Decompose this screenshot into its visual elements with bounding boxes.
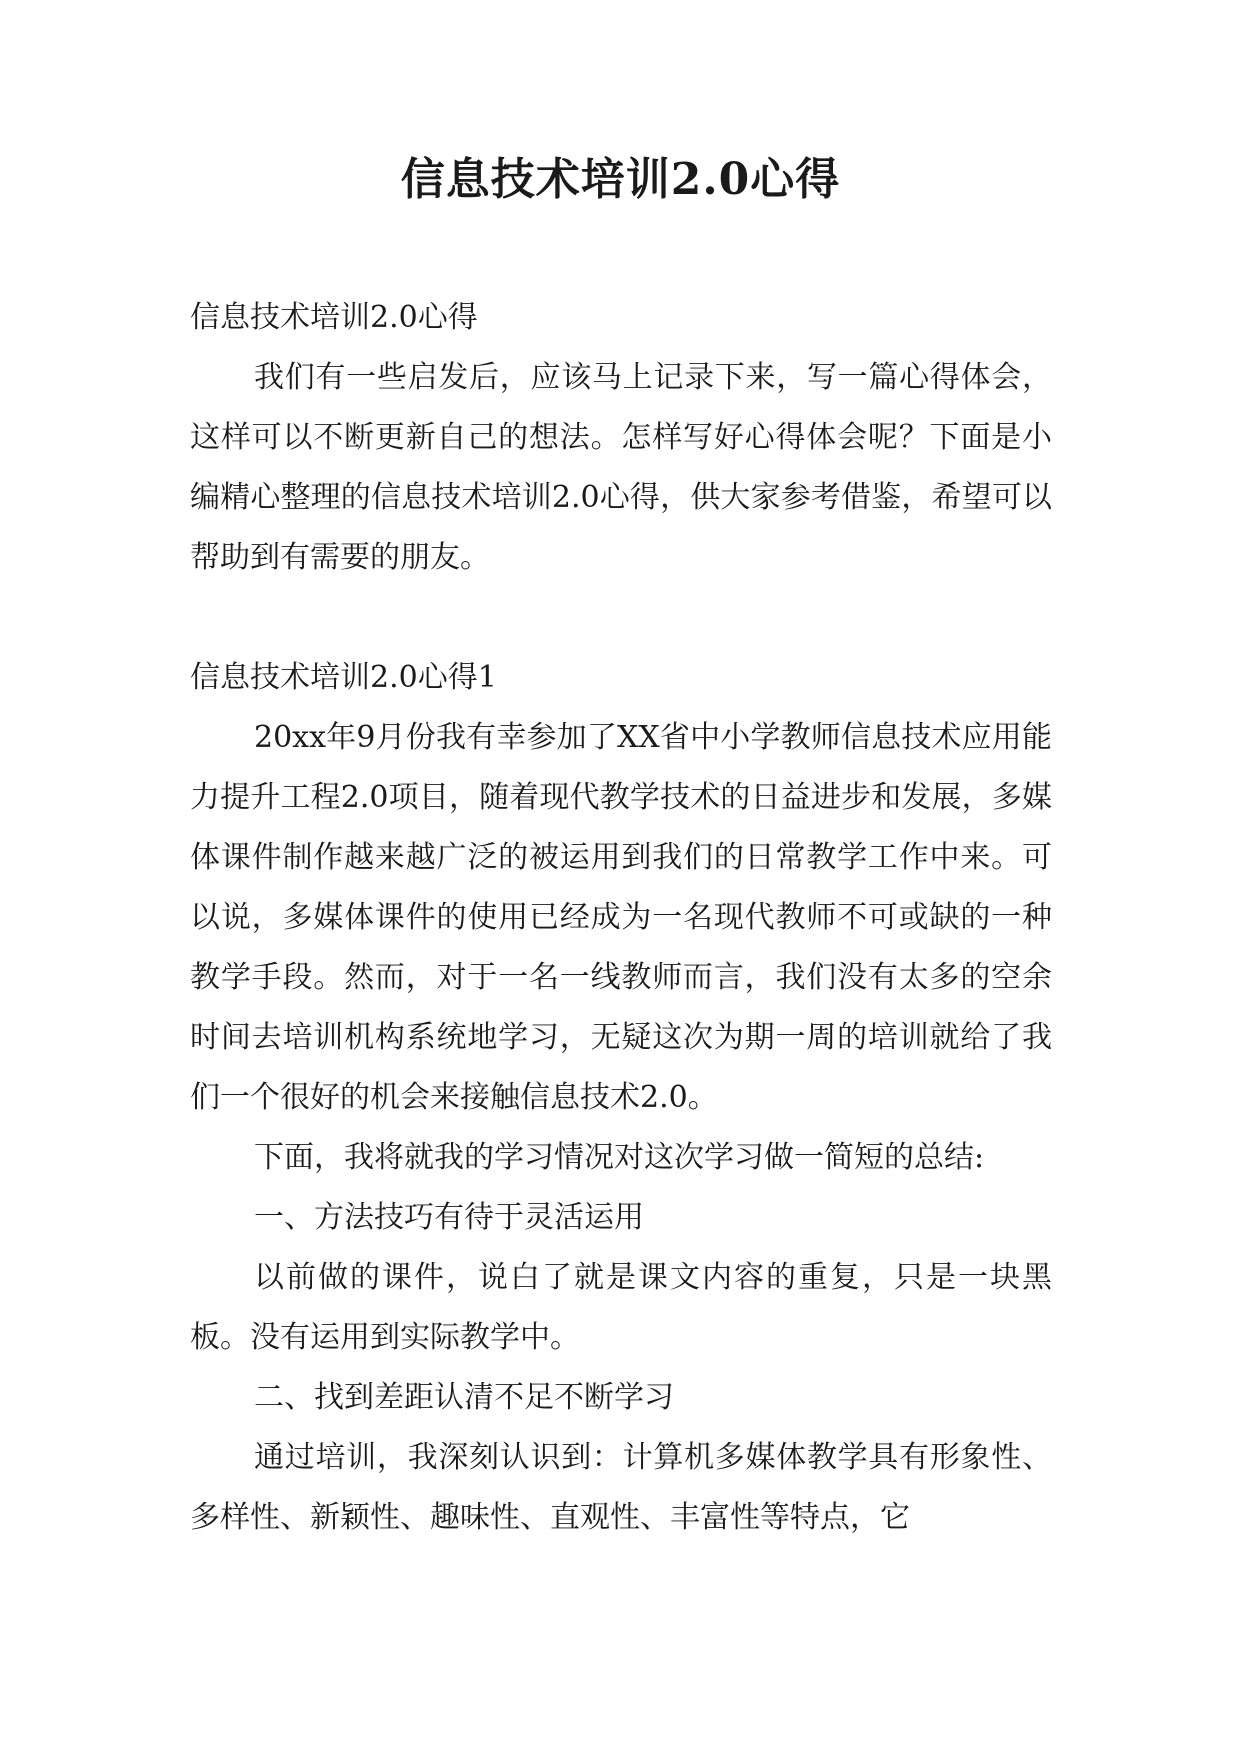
point-1-heading: 一、方法技巧有待于灵活运用 (254, 1200, 644, 1235)
section-1-paragraph-1: 20xx年9月份我有幸参加了XX省中小学教师信息技术应用能力提升工程2.0项目，随着现代教学技术的日益进步和发展，多媒体课件制作越来越广泛的被运用到我们的日常教学工作中来。可以说，多媒体课件的使用已经成为一名现代教师不可或缺的一种教学手段。然而，对于一名一线教师而言，我们没有太多的空余时间去培训机构系统地学习，无疑这次为期一周的培训就给了我们一个很好的机会来接触信息技术2.0。 (190, 720, 1052, 1115)
point-2-heading: 二、找到差距认清不足不断学习 (254, 1380, 674, 1415)
section-heading-1: 信息技术培训2.0心得1 (190, 660, 497, 695)
point-1-paragraph: 以前做的课件，说白了就是课文内容的重复，只是一块黑板。没有运用到实际教学中。 (190, 1260, 1052, 1355)
page-title: 信息技术培训2.0心得 (400, 154, 841, 205)
document-subtitle: 信息技术培训2.0心得 (190, 300, 478, 335)
document-body (190, 288, 1052, 1548)
intro-paragraph: 我们有一些启发后，应该马上记录下来，写一篇心得体会，这样可以不断更新自己的想法。怎样写好心得体会呢？下面是小编精心整理的信息技术培训2.0心得，供大家参考借鉴，希望可以帮助到有需要的朋友。 (190, 360, 1052, 575)
paragraph-gap (190, 588, 1052, 648)
point-2-paragraph: 通过培训，我深刻认识到：计算机多媒体教学具有形象性、多样性、新颖性、趣味性、直观性、丰富性等特点，它 (190, 1440, 1052, 1535)
section-1-paragraph-2: 下面，我将就我的学习情况对这次学习做一简短的总结: (254, 1140, 985, 1175)
